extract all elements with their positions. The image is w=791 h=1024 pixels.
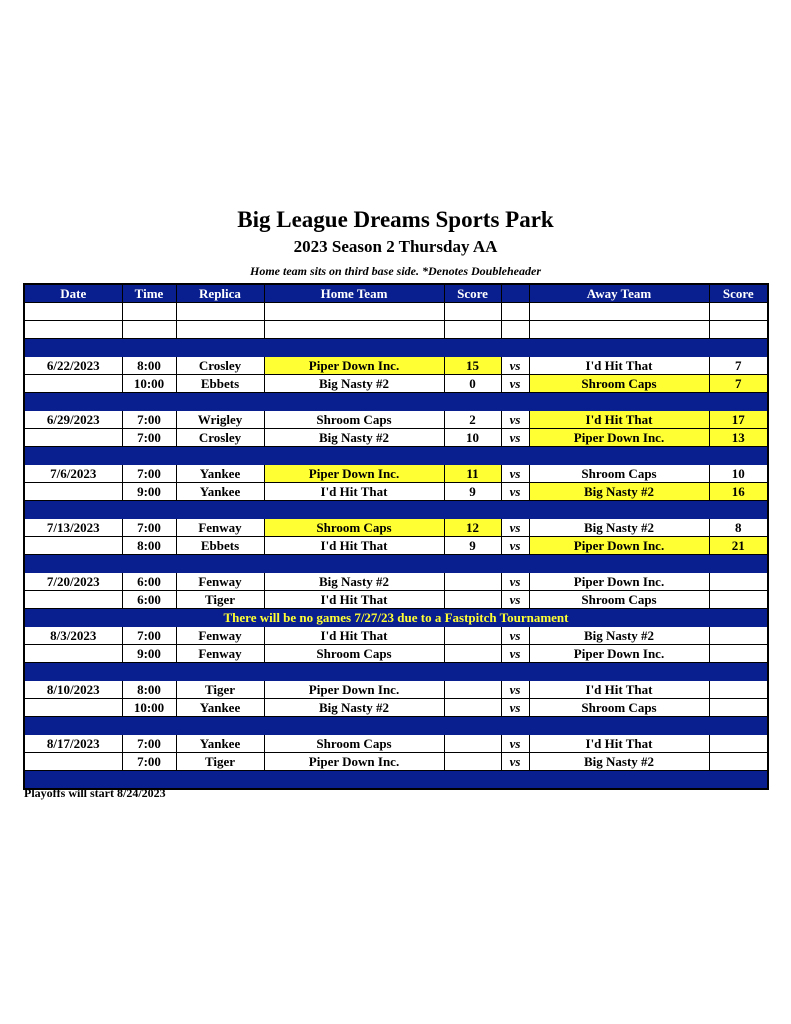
vs-label: vs bbox=[501, 357, 529, 375]
away-team: Shroom Caps bbox=[529, 465, 709, 483]
game-row bbox=[24, 357, 768, 375]
away-team: Piper Down Inc. bbox=[529, 537, 709, 555]
away-team: I'd Hit That bbox=[529, 411, 709, 429]
game-date bbox=[24, 699, 122, 717]
separator-band bbox=[24, 393, 768, 411]
game-replica: Tiger bbox=[176, 681, 264, 699]
away-team: Big Nasty #2 bbox=[529, 627, 709, 645]
game-date bbox=[24, 537, 122, 555]
home-team: Piper Down Inc. bbox=[264, 681, 444, 699]
playoffs-note: Playoffs will start 8/24/2023 bbox=[24, 786, 166, 800]
away-score: 13 bbox=[709, 429, 768, 447]
away-team: I'd Hit That bbox=[529, 681, 709, 699]
game-time: 7:00 bbox=[122, 465, 176, 483]
game-date bbox=[24, 753, 122, 771]
game-date: 6/29/2023 bbox=[24, 411, 122, 429]
home-score: 9 bbox=[444, 483, 501, 501]
vs-label: vs bbox=[501, 753, 529, 771]
game-row bbox=[24, 465, 768, 483]
game-replica: Fenway bbox=[176, 573, 264, 591]
season-subtitle: 2023 Season 2 Thursday AA bbox=[293, 237, 498, 256]
vs-label: vs bbox=[501, 735, 529, 753]
away-team: Piper Down Inc. bbox=[529, 645, 709, 663]
home-score bbox=[444, 591, 501, 609]
game-date: 8/10/2023 bbox=[24, 681, 122, 699]
game-date: 7/13/2023 bbox=[24, 519, 122, 537]
game-time: 10:00 bbox=[122, 699, 176, 717]
game-replica: Fenway bbox=[176, 645, 264, 663]
away-score bbox=[709, 699, 768, 717]
col-replica-header: Replica bbox=[176, 284, 264, 303]
away-team: I'd Hit That bbox=[529, 735, 709, 753]
col-home-score-header: Score bbox=[444, 284, 501, 303]
away-score bbox=[709, 645, 768, 663]
game-row bbox=[24, 699, 768, 717]
game-row bbox=[24, 573, 768, 591]
vs-label: vs bbox=[501, 699, 529, 717]
away-team: Shroom Caps bbox=[529, 699, 709, 717]
home-team: Big Nasty #2 bbox=[264, 375, 444, 393]
game-replica: Wrigley bbox=[176, 411, 264, 429]
separator-band bbox=[24, 501, 768, 519]
col-away-team-header: Away Team bbox=[529, 284, 709, 303]
col-vs-header bbox=[501, 284, 529, 303]
game-replica: Yankee bbox=[176, 465, 264, 483]
header-row bbox=[24, 284, 768, 303]
vs-label: vs bbox=[501, 429, 529, 447]
game-replica: Crosley bbox=[176, 357, 264, 375]
away-score bbox=[709, 735, 768, 753]
home-team: I'd Hit That bbox=[264, 591, 444, 609]
home-score bbox=[444, 573, 501, 591]
away-score: 17 bbox=[709, 411, 768, 429]
away-score bbox=[709, 573, 768, 591]
game-time: 8:00 bbox=[122, 357, 176, 375]
game-time: 7:00 bbox=[122, 411, 176, 429]
separator-band bbox=[24, 555, 768, 573]
vs-label: vs bbox=[501, 627, 529, 645]
game-row bbox=[24, 735, 768, 753]
home-score bbox=[444, 627, 501, 645]
blank-row bbox=[24, 321, 768, 339]
away-team: Piper Down Inc. bbox=[529, 429, 709, 447]
home-team: Shroom Caps bbox=[264, 411, 444, 429]
blank-row bbox=[24, 303, 768, 321]
home-team: Piper Down Inc. bbox=[264, 753, 444, 771]
away-score bbox=[709, 753, 768, 771]
col-away-score-header: Score bbox=[709, 284, 768, 303]
game-replica: Crosley bbox=[176, 429, 264, 447]
vs-label: vs bbox=[501, 375, 529, 393]
no-games-notice-row bbox=[24, 609, 768, 627]
game-time: 8:00 bbox=[122, 537, 176, 555]
game-row bbox=[24, 645, 768, 663]
game-row bbox=[24, 429, 768, 447]
game-replica: Fenway bbox=[176, 627, 264, 645]
game-date: 8/17/2023 bbox=[24, 735, 122, 753]
away-score: 7 bbox=[709, 375, 768, 393]
separator-band bbox=[24, 717, 768, 735]
home-score bbox=[444, 645, 501, 663]
game-date bbox=[24, 375, 122, 393]
vs-label: vs bbox=[501, 591, 529, 609]
home-team: Big Nasty #2 bbox=[264, 699, 444, 717]
home-score: 11 bbox=[444, 465, 501, 483]
away-team: Piper Down Inc. bbox=[529, 573, 709, 591]
home-team: Shroom Caps bbox=[264, 645, 444, 663]
home-team: Shroom Caps bbox=[264, 735, 444, 753]
away-team: Big Nasty #2 bbox=[529, 519, 709, 537]
home-team: Piper Down Inc. bbox=[264, 465, 444, 483]
vs-label: vs bbox=[501, 465, 529, 483]
game-row bbox=[24, 627, 768, 645]
game-time: 6:00 bbox=[122, 573, 176, 591]
game-date: 7/6/2023 bbox=[24, 465, 122, 483]
game-date bbox=[24, 645, 122, 663]
col-time-header: Time bbox=[122, 284, 176, 303]
away-score bbox=[709, 627, 768, 645]
game-replica: Yankee bbox=[176, 483, 264, 501]
no-games-notice: There will be no games 7/27/23 due to a Fastpitch Tournament bbox=[24, 609, 768, 627]
home-team: Shroom Caps bbox=[264, 519, 444, 537]
game-row bbox=[24, 591, 768, 609]
separator-band bbox=[24, 663, 768, 681]
game-row bbox=[24, 411, 768, 429]
col-date-header: Date bbox=[24, 284, 122, 303]
home-team: Piper Down Inc. bbox=[264, 357, 444, 375]
game-row bbox=[24, 483, 768, 501]
game-replica: Ebbets bbox=[176, 537, 264, 555]
vs-label: vs bbox=[501, 645, 529, 663]
home-score: 2 bbox=[444, 411, 501, 429]
game-replica: Ebbets bbox=[176, 375, 264, 393]
separator-band bbox=[24, 447, 768, 465]
away-score: 10 bbox=[709, 465, 768, 483]
schedule-table bbox=[23, 283, 769, 790]
game-replica: Tiger bbox=[176, 753, 264, 771]
game-replica: Yankee bbox=[176, 735, 264, 753]
game-date bbox=[24, 591, 122, 609]
home-score: 0 bbox=[444, 375, 501, 393]
game-replica: Tiger bbox=[176, 591, 264, 609]
home-team-note: Home team sits on third base side. *Denotes Doubleheader bbox=[250, 264, 541, 278]
vs-label: vs bbox=[501, 681, 529, 699]
col-home-team-header: Home Team bbox=[264, 284, 444, 303]
game-time: 7:00 bbox=[122, 627, 176, 645]
home-score: 10 bbox=[444, 429, 501, 447]
away-score bbox=[709, 681, 768, 699]
game-row bbox=[24, 537, 768, 555]
away-score: 16 bbox=[709, 483, 768, 501]
page-title: Big League Dreams Sports Park bbox=[237, 207, 554, 232]
game-row bbox=[24, 681, 768, 699]
game-row bbox=[24, 519, 768, 537]
game-date bbox=[24, 429, 122, 447]
home-score bbox=[444, 753, 501, 771]
game-date: 6/22/2023 bbox=[24, 357, 122, 375]
home-team: Big Nasty #2 bbox=[264, 429, 444, 447]
game-time: 7:00 bbox=[122, 429, 176, 447]
separator-band bbox=[24, 339, 768, 357]
game-row bbox=[24, 753, 768, 771]
home-score bbox=[444, 699, 501, 717]
away-team: Shroom Caps bbox=[529, 591, 709, 609]
vs-label: vs bbox=[501, 573, 529, 591]
home-score bbox=[444, 735, 501, 753]
away-score: 21 bbox=[709, 537, 768, 555]
game-time: 9:00 bbox=[122, 483, 176, 501]
home-score bbox=[444, 681, 501, 699]
game-date bbox=[24, 483, 122, 501]
away-score: 7 bbox=[709, 357, 768, 375]
away-score bbox=[709, 591, 768, 609]
game-replica: Yankee bbox=[176, 699, 264, 717]
home-team: Big Nasty #2 bbox=[264, 573, 444, 591]
away-team: Shroom Caps bbox=[529, 375, 709, 393]
game-time: 7:00 bbox=[122, 753, 176, 771]
away-score: 8 bbox=[709, 519, 768, 537]
game-time: 7:00 bbox=[122, 519, 176, 537]
game-time: 7:00 bbox=[122, 735, 176, 753]
home-score: 12 bbox=[444, 519, 501, 537]
vs-label: vs bbox=[501, 411, 529, 429]
game-time: 10:00 bbox=[122, 375, 176, 393]
home-team: I'd Hit That bbox=[264, 537, 444, 555]
game-time: 8:00 bbox=[122, 681, 176, 699]
game-time: 9:00 bbox=[122, 645, 176, 663]
vs-label: vs bbox=[501, 537, 529, 555]
home-score: 15 bbox=[444, 357, 501, 375]
home-team: I'd Hit That bbox=[264, 627, 444, 645]
vs-label: vs bbox=[501, 519, 529, 537]
game-time: 6:00 bbox=[122, 591, 176, 609]
away-team: I'd Hit That bbox=[529, 357, 709, 375]
game-row bbox=[24, 375, 768, 393]
away-team: Big Nasty #2 bbox=[529, 483, 709, 501]
game-date: 8/3/2023 bbox=[24, 627, 122, 645]
vs-label: vs bbox=[501, 483, 529, 501]
game-date: 7/20/2023 bbox=[24, 573, 122, 591]
home-team: I'd Hit That bbox=[264, 483, 444, 501]
away-team: Big Nasty #2 bbox=[529, 753, 709, 771]
game-replica: Fenway bbox=[176, 519, 264, 537]
home-score: 9 bbox=[444, 537, 501, 555]
